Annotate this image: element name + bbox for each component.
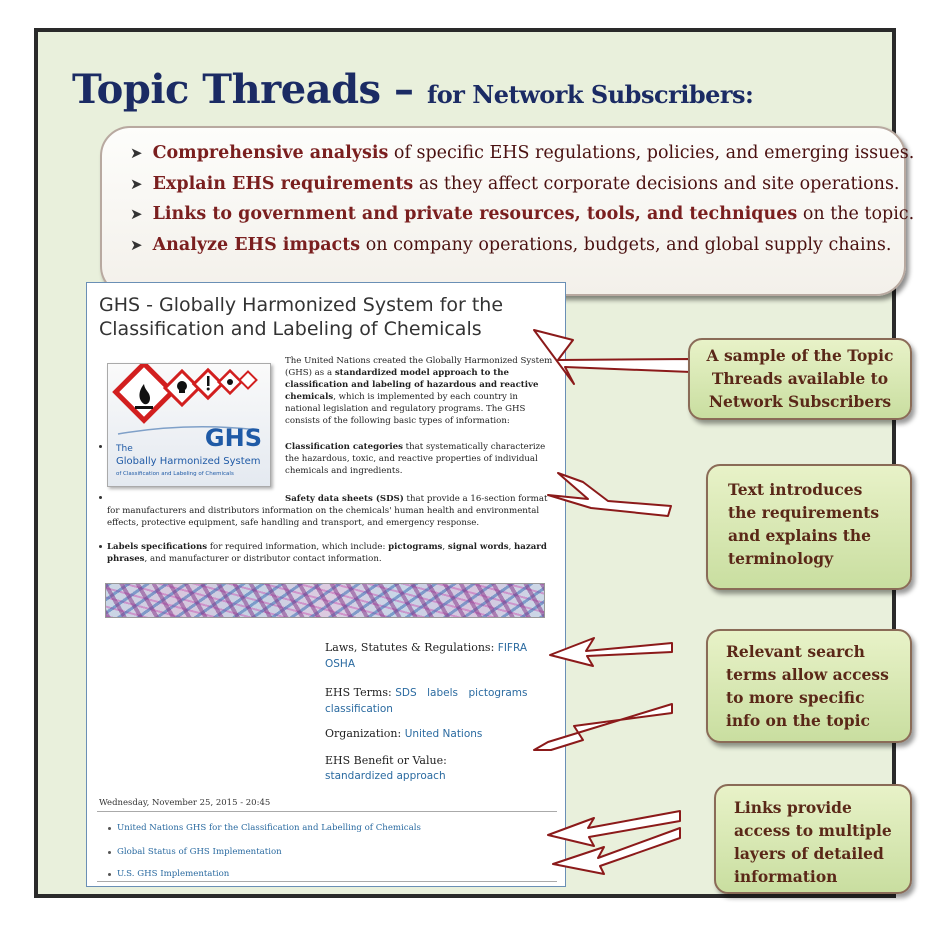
link-united-nations[interactable]: United Nations <box>404 728 483 740</box>
poster-frame <box>34 28 915 898</box>
item-sep: , <box>442 542 448 552</box>
feature-bold: Comprehensive analysis <box>152 143 389 163</box>
arrow-3 <box>550 638 672 666</box>
item-bold: pictograms <box>388 542 443 552</box>
item-bold: hazard phrases <box>107 542 547 564</box>
sample-page-title: GHS - Globally Harmonized System for the Classification and Labeling of Chemicals <box>99 294 504 340</box>
callout-line: Links provide <box>734 798 852 817</box>
item-sep: , <box>508 542 515 552</box>
item-text: for required information, which include: <box>207 542 389 552</box>
link-classification[interactable]: classification <box>325 703 393 715</box>
feature-bold: Analyze EHS impacts <box>152 234 361 255</box>
arrow-bullet-icon: ➤ <box>130 174 143 193</box>
feature-text: as they affect corporate decisions and site operations. <box>413 173 900 194</box>
arrow-4 <box>534 704 672 750</box>
feature-text: on company operations, budgets, and global supply chains. <box>360 234 892 255</box>
feature-bold: Explain EHS requirements <box>152 173 414 194</box>
callout-line: info on the topic <box>726 711 870 730</box>
item-tail: , and manufacturer or distributor contact information. <box>144 554 382 564</box>
laws-label: Laws, Statutes & Regulations: <box>325 641 498 654</box>
callout-line: access to multiple <box>734 821 892 840</box>
link-fifra[interactable]: FIFRA <box>497 642 528 654</box>
callout-line: the requirements <box>728 503 880 522</box>
callout-line: terminology <box>728 549 834 568</box>
arrow-bullet-icon: ➤ <box>130 235 143 254</box>
link-us-ghs[interactable]: U.S. GHS Implementation <box>117 869 230 879</box>
callout-line: layers of detailed <box>734 844 884 863</box>
feature-text: of specific EHS regulations, policies, and emerging issues. <box>388 143 915 163</box>
callout-line: to more specific <box>726 688 865 707</box>
link-un-ghs[interactable]: United Nations GHS for the Classification and Labelling of Chemicals <box>117 823 421 833</box>
intro-post: , which is implemented by each country in national legislation and regulatory programs. The GHS consists of the following basic types of information: <box>285 392 526 426</box>
callout-line: Network Subscribers <box>708 392 892 411</box>
item-text: that systematically characterize the hazardous, toxic, and reactive properties of individual chemicals and ingredients. <box>285 442 546 476</box>
link-pictograms[interactable]: pictograms <box>468 687 528 699</box>
link-osha[interactable]: OSHA <box>325 658 356 670</box>
callout-line: Threads available to <box>711 369 889 388</box>
arrow-bullet-icon: ➤ <box>130 205 143 223</box>
link-sds[interactable]: SDS <box>395 687 417 699</box>
callout-sample <box>688 338 912 420</box>
callout-line: information <box>734 867 838 886</box>
callout-line: and explains the <box>728 526 871 545</box>
title-subtitle: for Network Subscribers: <box>426 80 754 109</box>
benefit-label: EHS Benefit or Value: <box>325 754 447 767</box>
org-label: Organization: <box>325 727 405 740</box>
callout-text-intro <box>706 464 912 590</box>
link-labels[interactable]: labels <box>427 687 458 699</box>
callout-links <box>714 784 912 894</box>
callout-line: A sample of the Topic <box>706 346 894 365</box>
feature-bold: Links to government and private resources, tools, and techniques <box>152 204 798 224</box>
item-text: that provide a 16-section format for manufacturers and distributors information on the chemicals' human health and environmental effects, protective equipment, safe handling and transport, and emergency response. <box>107 494 548 528</box>
callout-line: terms allow access <box>726 665 889 684</box>
logo-line2: of Classification and Labeling of Chemicals <box>116 471 234 477</box>
item-bold: Labels specifications <box>107 542 208 552</box>
terms-label: EHS Terms: <box>325 686 396 699</box>
intro-bold: standardized model approach to the classification and labeling of hazardous and reactive chemicals <box>285 368 539 402</box>
link-global-status[interactable]: Global Status of GHS Implementation <box>117 847 282 857</box>
arrow-1 <box>534 330 691 384</box>
link-standardized-approach[interactable]: standardized approach <box>325 770 446 782</box>
item-bold: signal words <box>447 542 509 552</box>
post-date: Wednesday, November 25, 2015 - 20:45 <box>99 798 271 808</box>
logo-line1: Globally Harmonized System <box>116 456 261 467</box>
callout-line: Text introduces <box>728 480 863 499</box>
callout-search-terms <box>706 629 912 743</box>
arrow-bullet-icon: ➤ <box>130 144 143 162</box>
item-bold: Classification categories <box>285 442 403 452</box>
callout-line: Relevant search <box>726 642 865 661</box>
arrow-2 <box>548 473 671 516</box>
logo-ghs-text: GHS <box>204 424 262 452</box>
feature-text: on the topic. <box>797 204 915 224</box>
title-main: Topic Threads – <box>72 66 414 113</box>
intro-pre: The United Nations created the Globally Harmonized System (GHS) as a <box>285 356 553 378</box>
logo-the-text: The <box>116 444 133 454</box>
item-bold: Safety data sheets (SDS) <box>285 494 404 504</box>
